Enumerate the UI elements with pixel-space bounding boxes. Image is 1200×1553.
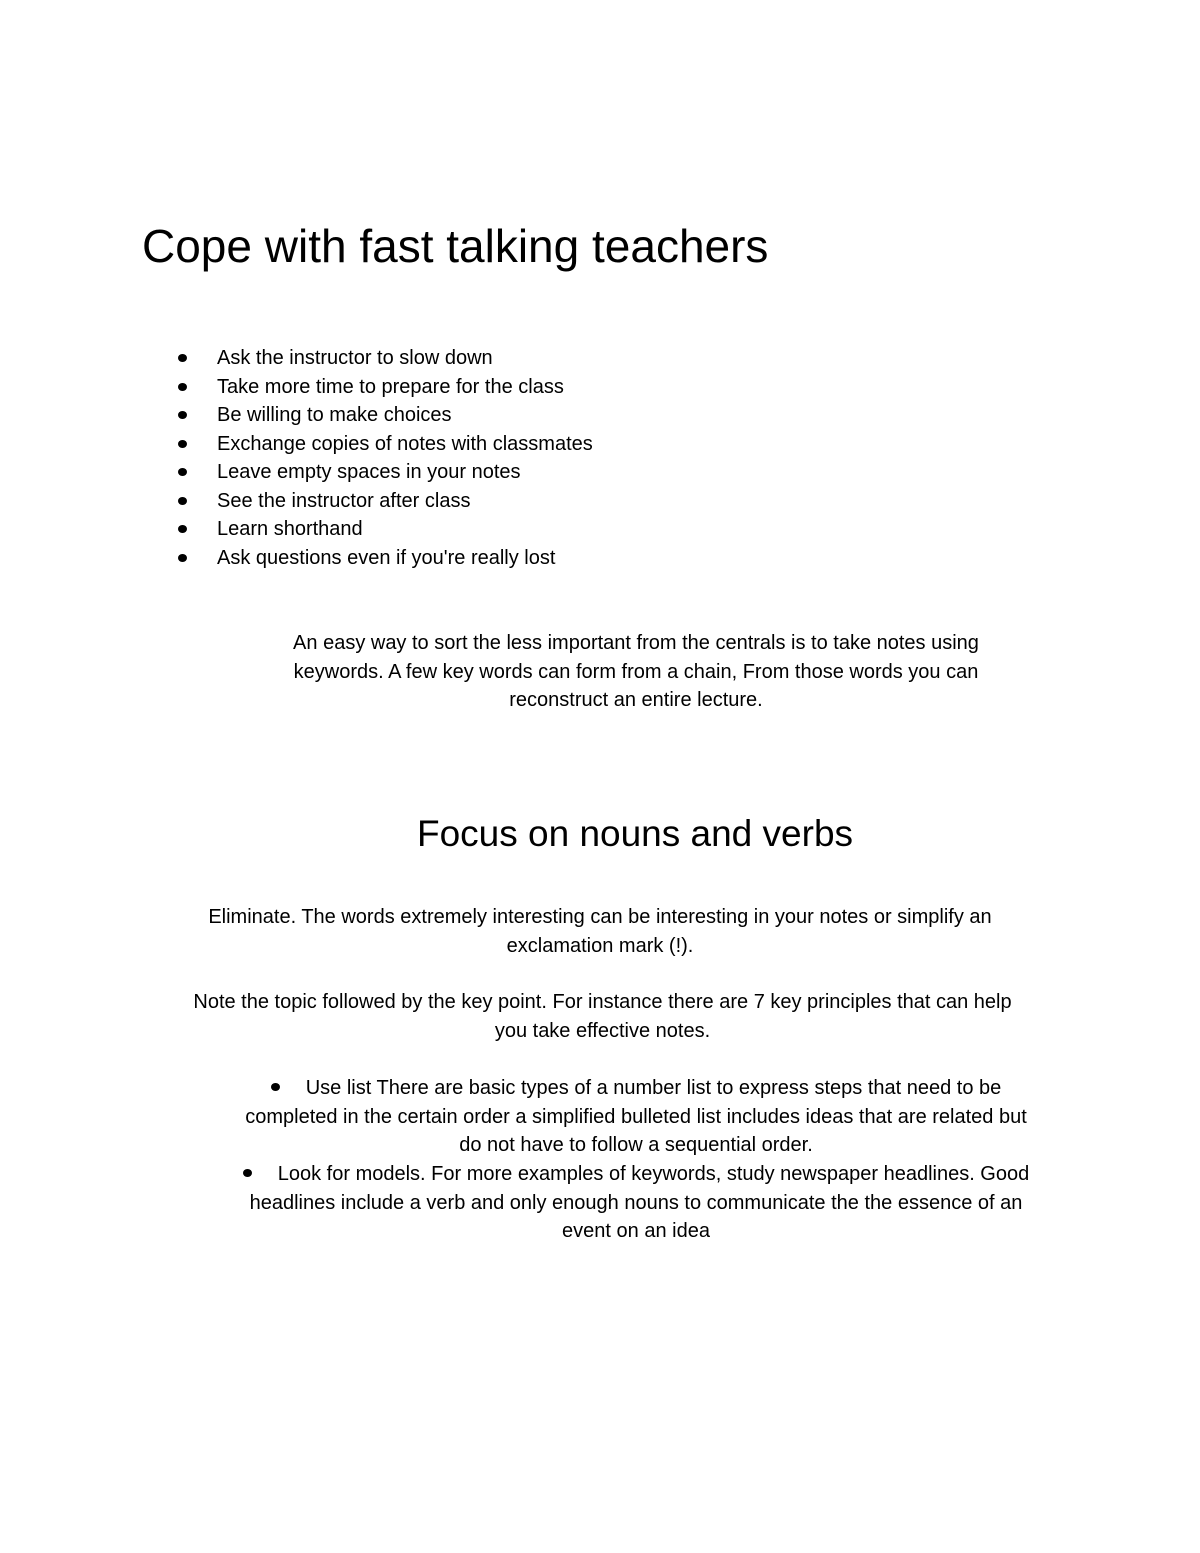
- list-item-text: Leave empty spaces in your notes: [217, 461, 521, 483]
- list-item-text: Use list There are basic types of a number list to express steps that need to be: [305, 1077, 1002, 1099]
- principles-list: [210, 1074, 1062, 1160]
- list-item-text: Be willing to make choices: [217, 404, 452, 426]
- list-item-text: Ask questions even if you're really lost: [217, 546, 556, 569]
- note-topic-paragraph: [150, 988, 1055, 1045]
- keyword-paragraph: [236, 629, 1036, 715]
- list-item-text: do not have to follow a sequential order.: [459, 1134, 813, 1156]
- list-item-text: Exchange copies of notes with classmates: [217, 432, 593, 455]
- list-item: [176, 373, 593, 402]
- list-item: [210, 1160, 1062, 1246]
- bullet-icon: [178, 440, 187, 448]
- list-item-text: See the instructor after class: [217, 489, 471, 512]
- list-item: [176, 401, 593, 430]
- list-item-text: Ask the instructor to slow down: [217, 347, 493, 369]
- list-item-text: event on an idea: [562, 1220, 710, 1242]
- list-item-text: Look for models. For more examples of keywords, study newspaper headlines. Good: [277, 1163, 1030, 1185]
- bullet-icon: [178, 411, 187, 419]
- list-item: [176, 458, 593, 487]
- eliminate-paragraph: [160, 903, 1040, 960]
- list-item: [176, 544, 593, 573]
- list-item: [176, 344, 593, 373]
- bullet-icon: [243, 1169, 252, 1177]
- list-item: [176, 515, 593, 544]
- list-item: [176, 430, 593, 459]
- paragraph-line: keywords. A few key words can form from a chain, From those words you can: [293, 660, 979, 683]
- paragraph-line: An easy way to sort the less important from the centrals is to take notes using: [293, 632, 979, 654]
- section-heading: Focus on nouns and verbs: [416, 813, 854, 854]
- paragraph-line: Note the topic followed by the key point. For instance there are 7 key principles that can help: [193, 991, 1012, 1013]
- bullet-icon: [178, 383, 187, 391]
- list-item-text: Learn shorthand: [217, 518, 363, 540]
- bullet-icon: [178, 554, 187, 562]
- list-item: [210, 1074, 1062, 1160]
- bullet-icon: [271, 1083, 280, 1091]
- paragraph-line: Eliminate. The words extremely interesting can be interesting in your notes or simplify an: [208, 906, 992, 928]
- principles-list: [210, 1160, 1062, 1246]
- list-item-text: Take more time to prepare for the class: [217, 375, 564, 398]
- bullet-icon: [178, 525, 187, 533]
- paragraph-line: you take effective notes.: [494, 1019, 711, 1042]
- list-item-text: headlines include a verb and only enough nouns to communicate the the essence of an: [249, 1191, 1023, 1214]
- bullet-icon: [178, 497, 187, 505]
- bullet-icon: [178, 468, 187, 476]
- list-item-text: completed in the certain order a simplified bulleted list includes ideas that are related but: [245, 1105, 1027, 1128]
- page-title: Cope with fast talking teachers: [142, 220, 769, 272]
- paragraph-line: exclamation mark (!).: [506, 934, 694, 957]
- tips-list: [176, 344, 593, 572]
- paragraph-line: reconstruct an entire lecture.: [509, 689, 763, 711]
- list-item: [176, 487, 593, 516]
- bullet-icon: [178, 354, 187, 362]
